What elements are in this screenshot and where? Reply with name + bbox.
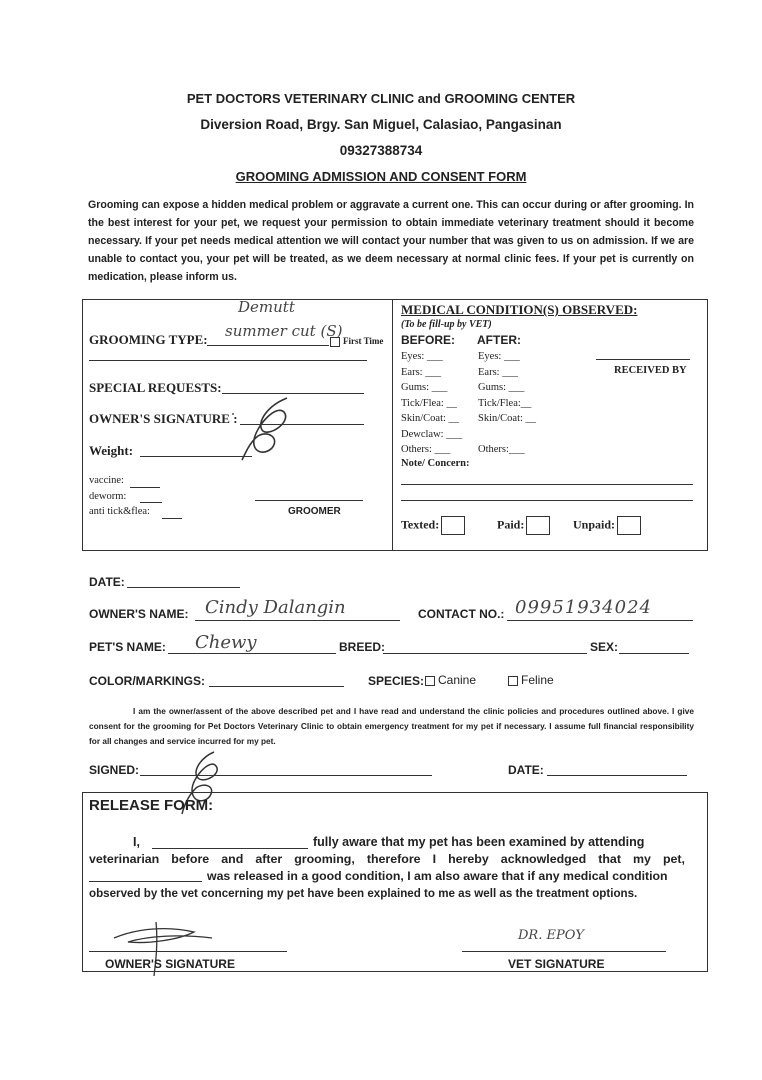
first-time-option[interactable] [330, 336, 383, 347]
feline-label: Feline [521, 673, 554, 687]
medical-title: MEDICAL CONDITION(S) OBSERVED: [401, 302, 638, 317]
unpaid-field[interactable] [573, 516, 641, 535]
release-pet-blank[interactable] [89, 881, 202, 882]
color-line [209, 686, 344, 687]
before-item: Skin/Coat: __ [401, 413, 460, 424]
vet-signature-line [462, 951, 666, 952]
release-i-label: I, [133, 835, 140, 849]
deworm-line [140, 502, 162, 503]
contact-line [507, 620, 693, 621]
after-item: Ears: ___ [478, 366, 518, 378]
feline-option[interactable] [508, 673, 554, 687]
first-time-label: First Time [343, 336, 384, 346]
release-title: RELEASE FORM: [89, 797, 214, 814]
canine-label: Canine [438, 673, 477, 687]
before-item: Others: ___ [401, 444, 451, 455]
release-line-1-end: fully aware that my pet has been examined by attending [313, 835, 645, 849]
contact-value[interactable]: 09951934024 [515, 597, 652, 618]
canine-option[interactable] [425, 673, 476, 687]
note-line-1 [401, 484, 693, 485]
grooming-type-line-2 [89, 360, 367, 361]
after-item: Others:___ [478, 444, 525, 455]
anti-tick-line [162, 518, 182, 519]
before-label: BEFORE: [401, 333, 455, 347]
owner-name-line [195, 620, 400, 621]
before-item: Eyes: ___ [401, 351, 443, 362]
column-divider [392, 299, 393, 551]
feline-checkbox[interactable] [508, 676, 518, 686]
signed-label: SIGNED: [89, 763, 140, 777]
release-owner-signature-label: OWNER'S SIGNATURE [105, 957, 235, 971]
texted-field[interactable] [401, 516, 465, 535]
owner-signature-label: OWNER'S SIGNATURE : [89, 411, 238, 426]
date-line [127, 587, 240, 588]
grooming-type-handwriting-2: summer cut (S) [225, 322, 343, 340]
received-by-line [596, 359, 690, 360]
pet-name-label: PET'S NAME: [89, 640, 166, 654]
texted-label: Texted: [401, 517, 440, 532]
breed-line [383, 653, 587, 654]
vaccine-label: vaccine: [89, 475, 124, 486]
medical-subtitle: (To be fill-up by VET) [401, 319, 492, 330]
special-requests-label: SPECIAL REQUESTS: [89, 380, 222, 395]
owner-name-label: OWNER'S NAME: [89, 607, 189, 621]
clinic-address: Diversion Road, Brgy. San Miguel, Calasiao, Pangasinan [200, 117, 562, 132]
groomer-label: GROOMER [288, 506, 341, 517]
release-line-1 [89, 835, 687, 849]
contact-label: CONTACT NO.: [418, 607, 505, 621]
weight-line [140, 456, 252, 457]
pet-name-value[interactable]: Chewy [195, 632, 257, 653]
deworm-label: deworm: [89, 491, 127, 502]
unpaid-checkbox[interactable] [617, 516, 641, 535]
first-time-checkbox[interactable] [330, 337, 340, 347]
note-label: Note/ Concern: [401, 458, 470, 469]
consent-paragraph: I am the owner/assent of the above described pet and I have read and understand the clinic policies and procedures outlined above. I give consent for the grooming for Pet Doctors Veterinary Clinic to obtain emergency treatment for my pet if necessary. I assume full financial responsibility for all changes and service incurred for my pet. [89, 706, 694, 746]
after-item [478, 427, 536, 443]
after-item: Skin/Coat: __ [478, 413, 537, 424]
before-list [401, 349, 462, 458]
owner-name-value[interactable]: Cindy Dalangin [205, 597, 346, 618]
after-item: Eyes: ___ [478, 351, 520, 362]
clinic-phone: 09327388734 [339, 143, 423, 158]
canine-checkbox[interactable] [425, 676, 435, 686]
vet-signature-label: VET SIGNATURE [508, 957, 605, 971]
unpaid-label: Unpaid: [573, 517, 616, 532]
paid-label: Paid: [497, 517, 525, 532]
owner-signature-scribble [232, 392, 302, 464]
release-line-2: veterinarian before and after grooming, therefore I hereby acknowledged that my pet, [89, 852, 685, 866]
release-line-4: observed by the vet concerning my pet have been explained to me as well as the treatment options. [89, 887, 638, 900]
paid-field[interactable] [497, 516, 550, 535]
anti-tick-label: anti tick&flea: [89, 506, 150, 517]
date-label: DATE: [89, 575, 125, 589]
grooming-type-label: GROOMING TYPE: [89, 332, 208, 347]
before-item: Gums: ___ [401, 382, 448, 393]
release-owner-signature-line [89, 951, 287, 952]
paid-checkbox[interactable] [526, 516, 550, 535]
after-list [478, 349, 536, 458]
grooming-type-line [207, 345, 329, 346]
before-item: Dewclaw: ___ [401, 428, 462, 440]
release-name-blank[interactable] [152, 848, 308, 849]
before-item: Tick/Flea: __ [401, 397, 457, 409]
texted-checkbox[interactable] [441, 516, 465, 535]
sex-line [619, 653, 689, 654]
received-by-label: RECEIVED BY [614, 365, 687, 376]
release-line-3: was released in a good condition, I am also aware that if any medical condition [207, 869, 668, 883]
breed-label: BREED: [339, 640, 386, 654]
pet-name-line [168, 653, 336, 654]
sex-label: SEX: [590, 640, 619, 654]
species-label: SPECIES: [368, 674, 425, 688]
groomer-line [255, 500, 363, 501]
vaccine-line [130, 487, 160, 488]
before-item: Ears: ___ [401, 366, 441, 378]
weight-label: Weight: [89, 443, 134, 458]
grooming-type-handwriting-1: Demutt [238, 298, 295, 316]
after-item: Tick/Flea:__ [478, 397, 532, 409]
clinic-name: PET DOCTORS VETERINARY CLINIC and GROOMING CENTER [186, 91, 576, 106]
form-title: GROOMING ADMISSION AND CONSENT FORM [235, 169, 527, 184]
signed-date-line [547, 775, 687, 776]
after-label: AFTER: [477, 333, 521, 347]
color-label: COLOR/MARKINGS: [89, 674, 205, 688]
note-line-2 [401, 500, 693, 501]
intro-paragraph: Grooming can expose a hidden medical problem or aggravate a current one. This can occur during or after grooming. In the best interest for your pet, we request your permission to obtain immediate veterinary treatment should it become necessary. If your pet needs medical attention we will contact your number that was given to us on admission. If we are unable to contact you, your pet will be treated, as we deem necessary at normal clinic fees. If your pet is currently on medication, please inform us. [88, 199, 694, 283]
vet-name-handwriting: DR. EPOY [518, 928, 584, 943]
signed-date-label: DATE: [508, 763, 544, 777]
after-item: Gums: ___ [478, 382, 525, 393]
